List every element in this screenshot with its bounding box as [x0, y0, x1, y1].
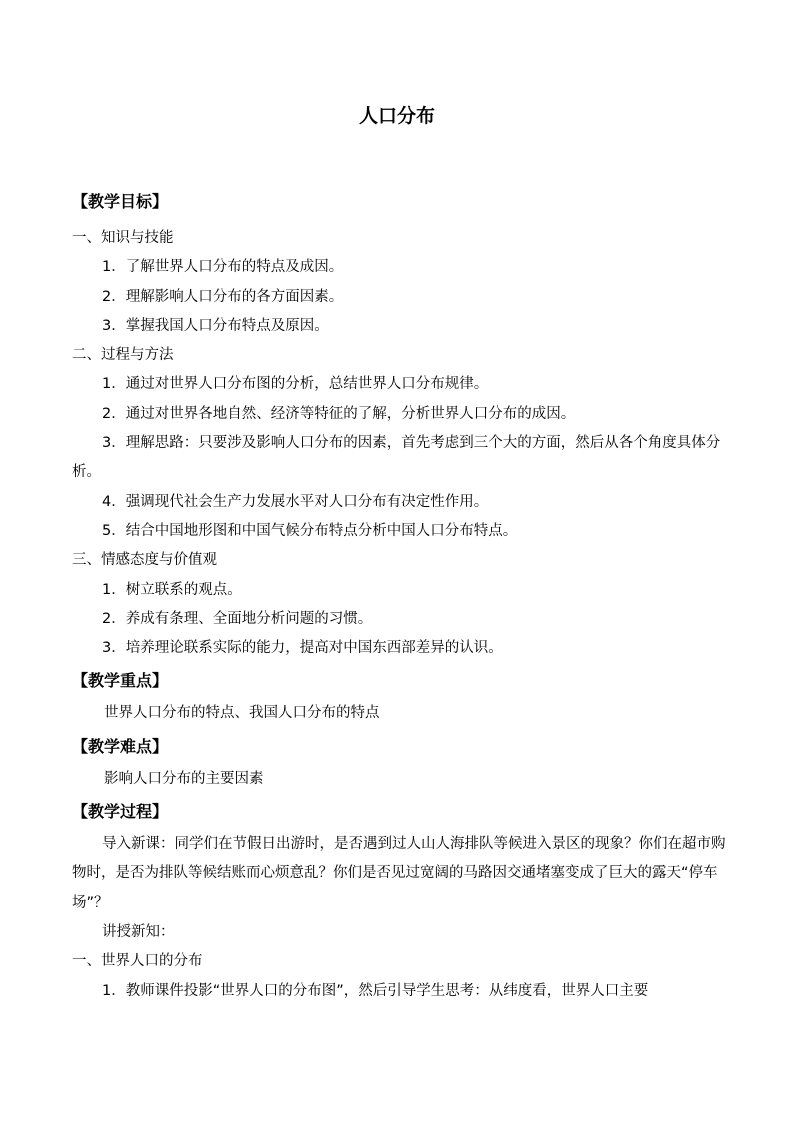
process-step: 1．教师课件投影“世界人口的分布图”，然后引导学生思考：从纬度看，世界人口主要: [102, 982, 649, 999]
keypoints-text: 世界人口分布的特点、我国人口分布的特点: [104, 705, 380, 722]
subsection-heading-knowledge: 一、知识与技能: [72, 230, 174, 246]
document-body: [72, 184, 726, 1006]
list-item: 1．树立联系的观点。: [102, 581, 242, 598]
list-item-wrapped: 3．理解思路：只要涉及影响人口分布的因素，首先考虑到三个大的方面，然后从各个角度具体分析。: [72, 435, 721, 481]
subsection-heading-attitude: 三、情感态度与价值观: [72, 552, 217, 569]
subsection-heading-process-method: 二、过程与方法: [72, 347, 174, 364]
section-heading-objectives: 【教学目标】: [72, 192, 169, 211]
list-item: 1．通过对世界人口分布图的分析，总结世界人口分布规律。: [102, 376, 489, 393]
list-item: 2．理解影响人口分布的各方面因素。: [102, 288, 344, 305]
list-item: 1．了解世界人口分布的特点及成因。: [102, 259, 344, 276]
section-heading-keypoints: 【教学重点】: [72, 671, 169, 691]
list-item: 2．养成有条理、全面地分析问题的习惯。: [102, 610, 373, 627]
list-item: 3．掌握我国人口分布特点及原因。: [102, 317, 329, 334]
lecture-label: 讲授新知：: [102, 923, 175, 940]
section-heading-process: 【教学过程】: [72, 802, 169, 822]
intro-paragraph: 导入新课：同学们在节假日出游时，是否遇到过人山人海排队等候进入景区的现象？你们在超市购物时，是否为排队等候结账而心烦意乱？你们是否见过宽阔的马路因交通堵塞变成了巨大的露天“停车场”？: [72, 836, 726, 911]
difficulties-text: 影响人口分布的主要因素: [104, 770, 264, 787]
section-heading-difficulties: 【教学难点】: [72, 736, 169, 756]
list-item: 3．培养理论联系实际的能力，提高对中国东西部差异的认识。: [102, 640, 503, 657]
list-item: 5．结合中国地形图和中国气候分布特点分析中国人口分布特点。: [102, 522, 518, 539]
document-title: 人口分布: [358, 105, 435, 127]
list-item: 4．强调现代社会生产力发展水平对人口分布有决定性作用。: [102, 493, 489, 510]
list-item: 2．通过对世界各地自然、经济等特征的了解，分析世界人口分布的成因。: [102, 405, 576, 422]
subsection-heading-world-population: 一、世界人口的分布: [72, 953, 203, 970]
